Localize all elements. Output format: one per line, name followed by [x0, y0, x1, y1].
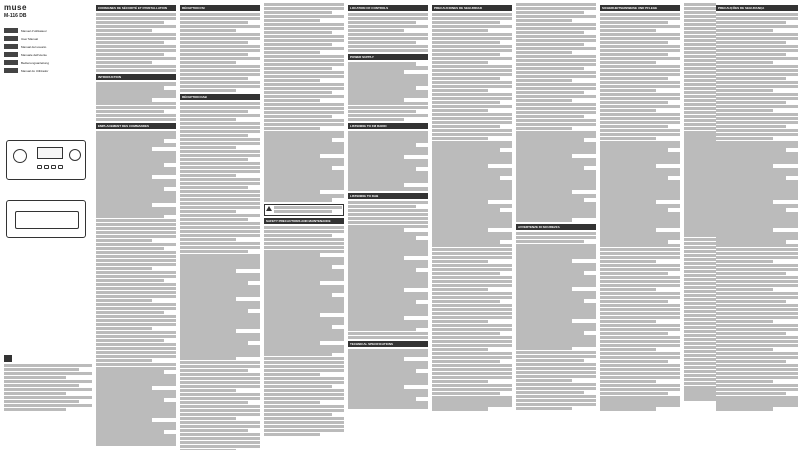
section-header: PRECAUCIONES DE SEGURIDAD — [432, 5, 512, 11]
preset-button — [37, 165, 42, 169]
french-column-1 — [96, 3, 176, 446]
spanish-column — [432, 3, 512, 411]
french-column-2 — [180, 3, 260, 450]
german-column — [600, 3, 680, 411]
section-header: LOCATION OF CONTROLS — [348, 5, 428, 11]
section-header: SAFETY PRECAUTIONS AND MAINTENANCE — [264, 218, 344, 224]
tuning-knob — [69, 149, 81, 161]
italian-column — [516, 3, 596, 411]
model-number: M-116 DB — [4, 13, 27, 19]
english-column-2 — [348, 3, 428, 409]
language-list — [4, 27, 92, 74]
portuguese-column — [716, 3, 798, 411]
section-header: AVVERTENZE DI SICUREZZA — [516, 224, 596, 230]
language-item: Manuel d'utilisateur — [4, 27, 92, 34]
section-header: CONSIGNES DE SÉCURITÉ ET D'INSTALLATION — [96, 5, 176, 11]
cover-column — [4, 3, 92, 75]
language-item: Manual do Utilizador — [4, 67, 92, 74]
section-header: EMPLACEMENT DES COMMANDES — [96, 123, 176, 129]
section-header: LISTENING TO FM RADIO — [348, 123, 428, 129]
display-screen — [37, 147, 63, 159]
volume-knob — [13, 149, 27, 163]
english-column-1 — [264, 3, 344, 437]
section-header: LISTENING TO DAB — [348, 193, 428, 199]
radio-front-illustration — [6, 140, 86, 180]
brand-logo: muse — [4, 3, 27, 12]
warning-box — [264, 204, 344, 216]
language-item: User Manual — [4, 35, 92, 42]
section-header: TECHNICAL SPECIFICATIONS — [348, 341, 428, 347]
language-item: Manual del usuario — [4, 43, 92, 50]
language-item: Manuale dell'utente — [4, 51, 92, 58]
warning-icon — [266, 206, 272, 211]
section-header: INTRODUCTION — [96, 74, 176, 80]
battery-compartment — [15, 211, 79, 229]
section-header: PRECAUÇÕES DE SEGURANÇA — [716, 5, 798, 11]
section-header: SICHERHEITSHINWEISE UND PFLEGE — [600, 5, 680, 11]
safety-symbol-icon — [4, 355, 12, 362]
preset-button — [51, 165, 56, 169]
section-header: POWER SUPPLY — [348, 54, 428, 60]
section-header: RÉCEPTION DAB — [180, 94, 260, 100]
preset-button — [44, 165, 49, 169]
section-header: RÉCEPTION FM — [180, 5, 260, 11]
safety-symbols — [4, 355, 92, 412]
radio-back-illustration — [6, 200, 86, 238]
language-item: Bedienungsanleitung — [4, 59, 92, 66]
preset-button — [58, 165, 63, 169]
